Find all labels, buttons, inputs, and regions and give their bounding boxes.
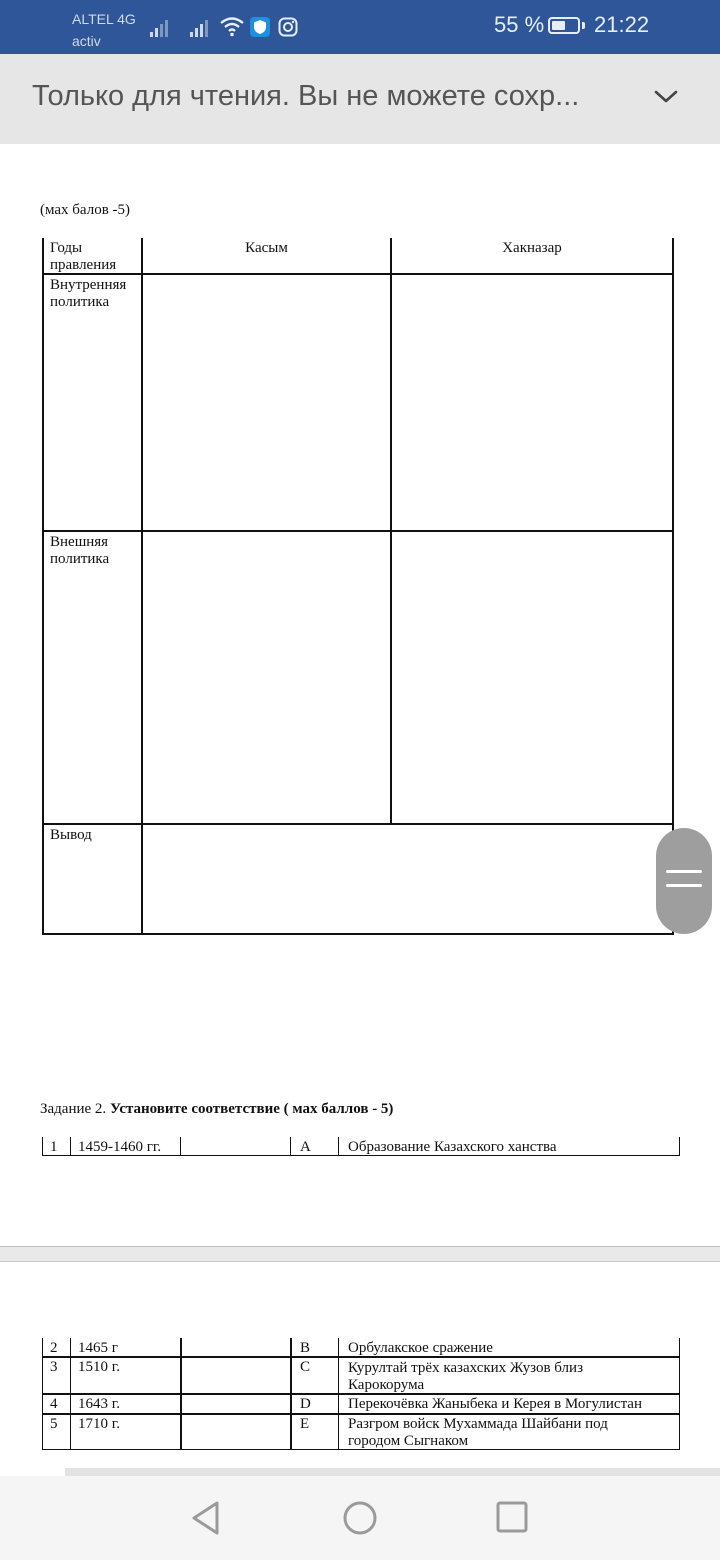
shield-icon — [250, 17, 270, 37]
table-border — [42, 273, 674, 275]
cell-conclusion: Вывод — [50, 827, 92, 843]
row-letter: E — [300, 1416, 310, 1432]
row-letter: A — [300, 1139, 311, 1155]
table-border — [42, 823, 674, 825]
row-event: Перекочёвка Жаныбека и Керея в Могулистан — [348, 1396, 642, 1412]
scroll-handle-icon[interactable] — [656, 828, 712, 934]
carrier-label — [72, 8, 136, 52]
battery-tip — [582, 22, 585, 29]
navigation-bar — [0, 1476, 720, 1560]
row-event: Образование Казахского ханства — [348, 1139, 557, 1155]
row-event: Курултай трёх казахских Жузов близ Карокорума — [348, 1360, 583, 1393]
row-number: 4 — [50, 1396, 58, 1412]
table-border — [42, 530, 674, 532]
task2-heading — [40, 1101, 393, 1118]
battery-percent: 55 % — [494, 12, 545, 37]
battery-level — [552, 21, 565, 30]
battery-icon — [548, 17, 580, 34]
table-border — [42, 933, 674, 935]
row-date: 1643 г. — [78, 1396, 120, 1412]
task2-prefix: Задание 2. — [40, 1101, 110, 1117]
row-date: 1710 г. — [78, 1416, 120, 1432]
chevron-down-icon[interactable] — [654, 89, 678, 105]
wifi-icon — [219, 15, 245, 37]
task2-title: Установите соответствие ( мах баллов - 5) — [109, 1101, 394, 1117]
row-number: 1 — [50, 1139, 58, 1155]
cell-hakhnazar-header: Хакназар — [502, 240, 562, 256]
horizontal-scrollbar[interactable] — [65, 1468, 720, 1476]
row-event: Разгром войск Мухаммада Шайбани под городом Сыгнаком — [348, 1416, 608, 1449]
carrier-status: activ — [72, 33, 101, 49]
home-icon[interactable] — [342, 1500, 378, 1536]
instagram-icon — [278, 17, 298, 37]
row-date: 1510 г. — [78, 1359, 120, 1375]
row-letter: B — [300, 1340, 311, 1356]
back-icon[interactable] — [190, 1500, 222, 1536]
table-border — [42, 238, 44, 935]
readonly-message: Только для чтения. Вы не можете сохр... — [32, 80, 580, 112]
signal-icon — [150, 15, 174, 37]
page-separator — [0, 1247, 720, 1262]
row-date: 1459-1460 гг. — [78, 1139, 162, 1155]
row-date: 1465 г — [78, 1340, 118, 1356]
status-bar — [0, 0, 720, 54]
carrier-name: ALTEL 4G — [72, 11, 136, 27]
row-event: Орбулакское сражение — [348, 1340, 493, 1356]
readonly-banner[interactable] — [0, 54, 720, 144]
clock: 21:22 — [594, 12, 650, 37]
row-number: 5 — [50, 1416, 58, 1432]
row-number: 3 — [50, 1359, 58, 1375]
signal-icon — [190, 15, 214, 37]
row-letter: C — [300, 1359, 311, 1375]
row-number: 2 — [50, 1340, 58, 1356]
cell-kasym-header: Касым — [245, 240, 288, 256]
cell-external-policy: Внешняя политика — [50, 534, 110, 567]
cell-internal-policy: Внутренняя политика — [50, 277, 127, 310]
cell-years-header: Годы правления — [50, 240, 117, 273]
recents-icon[interactable] — [496, 1501, 528, 1533]
row-letter: D — [300, 1396, 311, 1412]
score-note: (мах балов -5) — [40, 202, 131, 218]
table-border — [141, 238, 143, 935]
